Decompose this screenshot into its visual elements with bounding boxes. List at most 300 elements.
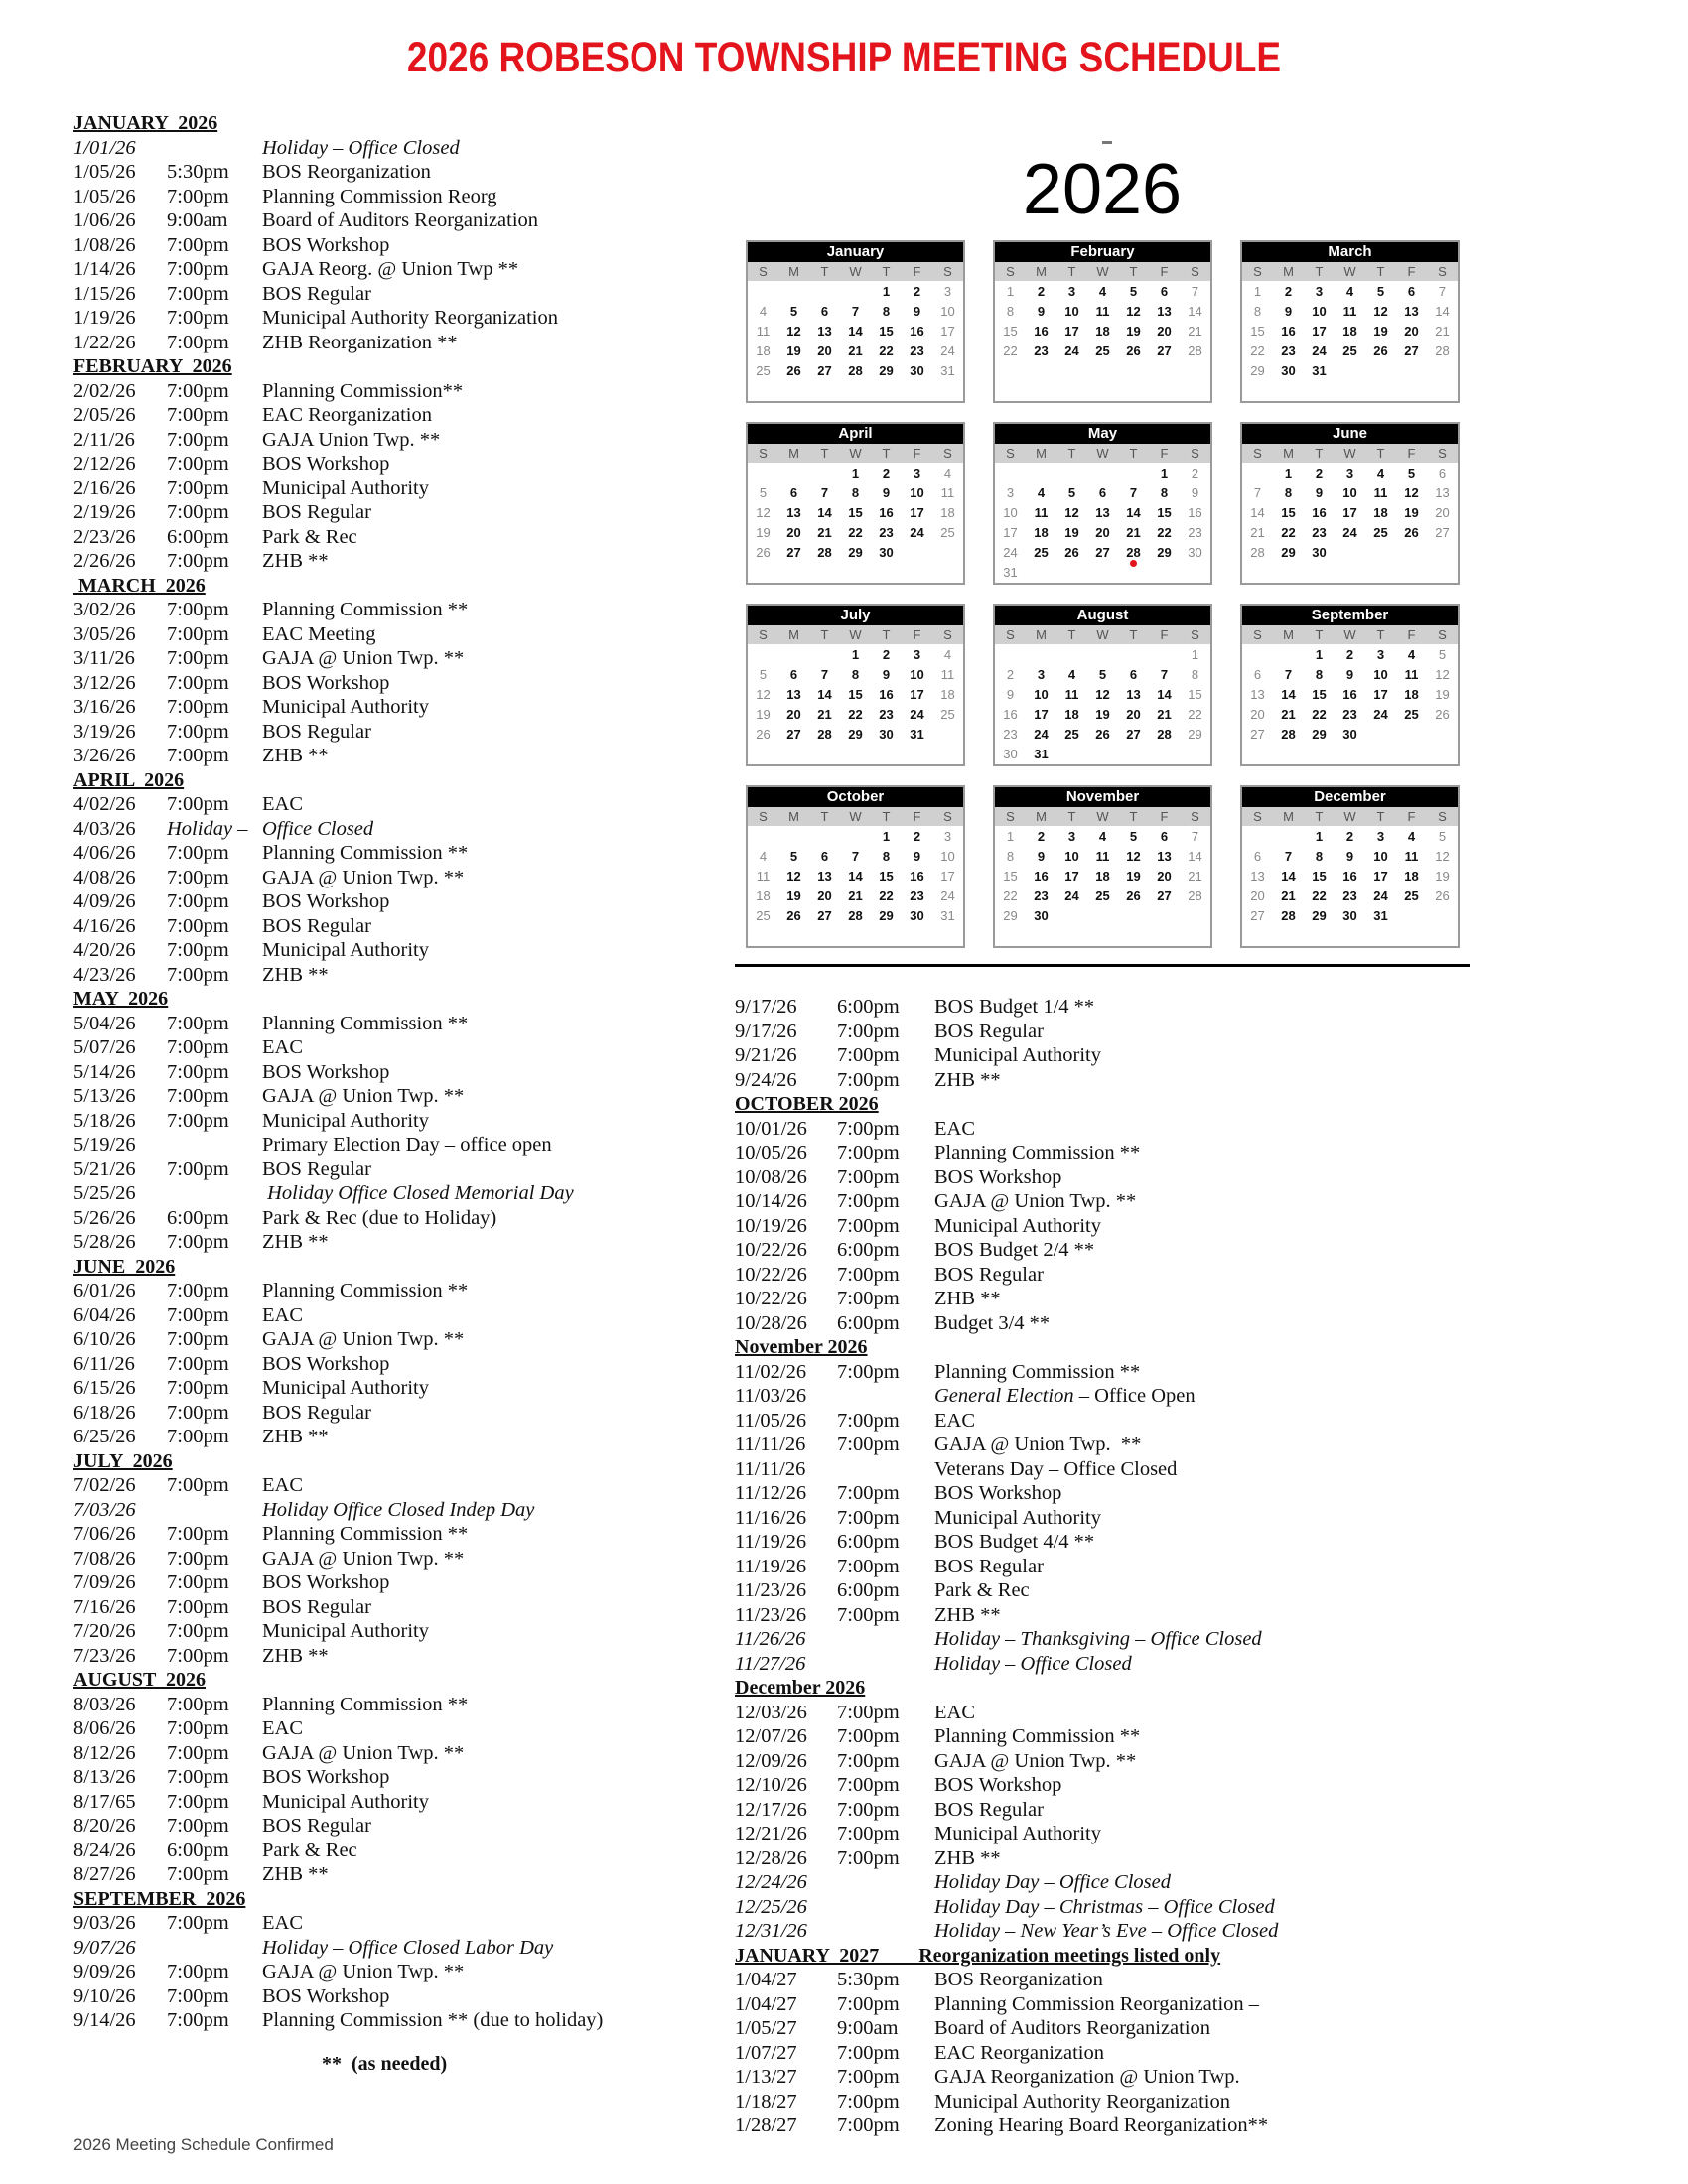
entry-event: EAC	[262, 1912, 303, 1934]
entry-date: 3/16/26	[73, 696, 136, 718]
calendar-day: 31	[1373, 908, 1388, 923]
schedule-entry	[73, 720, 689, 745]
entry-date: 1/07/27	[735, 2041, 797, 2064]
calendar-day: 15	[848, 505, 863, 520]
entry-date: 3/05/26	[73, 622, 136, 645]
calendar-day: 10	[1064, 304, 1079, 319]
entry-event: BOS Regular	[934, 1020, 1044, 1042]
calendar-day: 24	[1342, 525, 1357, 540]
entry-event: Park & Rec	[934, 1579, 1030, 1601]
entry-time: 7:00pm	[167, 1328, 229, 1350]
calendar-day: 25	[1034, 545, 1049, 560]
entry-event: Municipal Authority Reorganization	[262, 307, 558, 329]
entry-date: 5/04/26	[73, 1012, 136, 1034]
entry-date: 1/18/27	[735, 2090, 797, 2113]
entry-time: 7:00pm	[167, 2009, 229, 2031]
entry-time: 7:00pm	[167, 1547, 229, 1570]
entry-event: Holiday Day – Office Closed	[934, 1871, 1171, 1893]
entry-time: 7:00pm	[167, 939, 229, 961]
entry-date: 7/06/26	[73, 1523, 136, 1545]
calendar-day: 3	[1315, 284, 1324, 299]
entry-time: 7:00pm	[837, 1165, 900, 1188]
entry-time: 7:00pm	[167, 1766, 229, 1788]
schedule-entry	[73, 379, 689, 404]
entry-time: 7:00pm	[837, 1774, 900, 1796]
calendar-day: 9	[882, 667, 891, 682]
calendar-day: 10	[1064, 849, 1079, 864]
calendar-day: 30	[1281, 363, 1296, 378]
schedule-entry	[73, 136, 689, 161]
entry-date: 7/23/26	[73, 1644, 136, 1667]
entry-time: 7:00pm	[837, 1482, 900, 1504]
calendar-day: 6	[1253, 667, 1262, 682]
calendar-day: 11	[940, 485, 955, 500]
calendar-month-name: November	[995, 787, 1210, 807]
calendar-day: 6	[820, 849, 829, 864]
schedule-entry	[735, 1384, 1350, 1409]
entry-date: 1/01/26	[73, 136, 136, 159]
entry-time: 7:00pm	[837, 1068, 900, 1091]
schedule-entry	[735, 1238, 1350, 1263]
entry-event-rest: – Office Open	[1073, 1385, 1196, 1407]
entry-event: Municipal Authority	[934, 1506, 1101, 1529]
schedule-entry	[735, 1701, 1350, 1725]
calendar-month-january	[746, 240, 965, 403]
schedule-entry	[735, 1506, 1350, 1531]
section-divider	[735, 964, 1470, 967]
calendar-day: 20	[1250, 707, 1265, 722]
schedule-entry	[73, 1765, 689, 1790]
calendar-day: 18	[1095, 869, 1110, 884]
calendar-day: 28	[1157, 727, 1172, 742]
calendar-day: 13	[1157, 304, 1172, 319]
calendar-day: 30	[1312, 545, 1327, 560]
calendar-day: 23	[1342, 888, 1357, 903]
calendar-day: 26	[1435, 888, 1450, 903]
entry-date: 10/05/26	[735, 1142, 807, 1163]
entry-event: GAJA @ Union Twp. **	[262, 1741, 465, 1764]
calendar-day: 12	[1126, 849, 1141, 864]
empty-cell	[778, 645, 809, 665]
entry-event: BOS Workshop	[262, 890, 390, 912]
calendar-day: 31	[1003, 565, 1018, 580]
calendar-day: 30	[1188, 545, 1202, 560]
entry-event: BOS Regular	[262, 1401, 371, 1424]
entry-time: 7:00pm	[837, 1725, 900, 1747]
calendar-day: 9	[1191, 485, 1199, 500]
calendar-days	[995, 826, 1210, 926]
entry-event: ZHB **	[262, 745, 329, 766]
month-heading: JUNE 2026	[73, 1255, 176, 1278]
entry-time: 7:00pm	[837, 2090, 900, 2113]
calendar-day: 29	[848, 727, 863, 742]
calendar-day: 10	[1003, 505, 1018, 520]
weekday-label: M	[1283, 264, 1294, 279]
schedule-entry	[735, 2041, 1350, 2066]
entry-time: 7:00pm	[167, 307, 229, 329]
schedule-entry	[73, 1960, 689, 1984]
calendar-day: 16	[879, 687, 894, 702]
calendar-days	[748, 644, 963, 745]
calendar-day: 30	[879, 727, 894, 742]
calendar-day: 5	[1438, 647, 1447, 662]
entry-date: 1/04/27	[735, 1969, 797, 1990]
entry-event: Park & Rec (due to Holiday)	[262, 1206, 497, 1229]
calendar-day: 20	[817, 888, 832, 903]
weekday-label: S	[759, 809, 768, 824]
entry-date: 3/02/26	[73, 599, 136, 620]
schedule-entry	[73, 1984, 689, 2009]
calendar-day: 1	[882, 284, 891, 299]
calendar-day: 8	[882, 849, 891, 864]
entry-event: EAC	[262, 1717, 303, 1739]
schedule-entry	[73, 208, 689, 233]
calendar-day: 3	[913, 466, 921, 480]
schedule-entry	[735, 1530, 1350, 1555]
footer-note: 2026 Meeting Schedule Confirmed	[73, 2135, 334, 2154]
calendar-day: 7	[820, 485, 829, 500]
calendar-day: 5	[1129, 829, 1138, 844]
weekday-label: F	[1160, 264, 1169, 279]
entry-time: 7:00pm	[837, 1798, 900, 1821]
empty-cell	[809, 464, 840, 483]
entry-time: 7:00pm	[167, 1863, 229, 1885]
calendar-day: 8	[851, 667, 860, 682]
calendar-day: 5	[1438, 829, 1447, 844]
calendar-day: 29	[1250, 363, 1265, 378]
entry-time: 7:00pm	[837, 1701, 900, 1723]
entry-date: 12/25/26	[735, 1895, 807, 1918]
empty-cell	[748, 464, 778, 483]
calendar-day: 1	[1160, 466, 1169, 480]
month-heading: AUGUST 2026	[73, 1669, 206, 1691]
entry-time: 7:00pm	[167, 1231, 229, 1253]
calendar-day: 5	[1407, 466, 1416, 480]
calendar-day: 1	[1006, 284, 1015, 299]
entry-date: 12/09/26	[735, 1749, 807, 1772]
weekday-label: S	[759, 446, 768, 461]
calendar-day: 7	[1191, 829, 1199, 844]
calendar-day: 12	[756, 687, 771, 702]
schedule-entry	[73, 1230, 689, 1255]
entry-event: BOS Workshop	[262, 1571, 390, 1593]
calendar-day: 17	[1003, 525, 1018, 540]
weekday-label: T	[882, 627, 891, 642]
calendar-day: 15	[879, 324, 894, 339]
calendar-day: 13	[817, 869, 832, 884]
calendar-day: 11	[1342, 304, 1357, 319]
entry-event: Park & Rec	[262, 525, 357, 548]
entry-date: 10/14/26	[735, 1190, 807, 1212]
weekday-label: W	[1096, 264, 1109, 279]
empty-cell	[1056, 645, 1087, 665]
calendar-day: 1	[1006, 829, 1015, 844]
schedule-right-column	[735, 995, 1350, 2138]
calendar-day: 18	[1095, 324, 1110, 339]
calendar-day: 11	[1034, 505, 1049, 520]
entry-date: 7/16/26	[73, 1595, 136, 1618]
schedule-entry	[735, 1578, 1350, 1603]
calendar-day: 15	[1312, 687, 1327, 702]
schedule-entry	[73, 549, 689, 574]
schedule-entry	[73, 233, 689, 258]
weekday-label: F	[1407, 446, 1416, 461]
calendar-day: 17	[1064, 324, 1079, 339]
schedule-entry	[735, 1919, 1350, 1944]
calendar-day: 26	[786, 363, 801, 378]
schedule-entry	[73, 1595, 689, 1620]
calendar-day: 21	[848, 343, 863, 358]
empty-cell	[778, 282, 809, 302]
calendar-day: 25	[756, 908, 771, 923]
entry-event	[934, 1384, 1196, 1409]
entry-date: 11/11/26	[735, 1433, 806, 1455]
calendar-day: 16	[879, 505, 894, 520]
empty-cell	[1026, 645, 1056, 665]
weekday-label: W	[1096, 809, 1109, 824]
calendar-day: 7	[1160, 667, 1169, 682]
empty-cell	[1149, 645, 1180, 665]
calendar-day: 13	[786, 687, 801, 702]
entry-time: 6:00pm	[167, 1206, 229, 1229]
weekday-label: M	[788, 809, 799, 824]
calendar-days	[1242, 281, 1458, 381]
schedule-entry	[73, 1279, 689, 1303]
calendar-day: 14	[1188, 304, 1202, 319]
schedule-entry	[735, 1968, 1350, 1992]
calendar-day: 17	[1064, 869, 1079, 884]
weekday-label: W	[1343, 446, 1356, 461]
entry-date: 2/26/26	[73, 550, 136, 572]
entry-event: BOS Regular	[262, 1158, 371, 1180]
calendar-day: 31	[940, 908, 955, 923]
weekday-label: S	[1253, 264, 1262, 279]
calendar-day: 7	[851, 304, 860, 319]
calendar-month-april	[746, 422, 965, 585]
entry-event: EAC	[934, 1117, 975, 1140]
entry-date: 11/05/26	[735, 1409, 807, 1432]
weekday-label: W	[849, 809, 862, 824]
weekday-label: M	[1036, 627, 1047, 642]
calendar-day: 21	[817, 707, 832, 722]
entry-date: 7/08/26	[73, 1547, 136, 1570]
weekday-label: F	[1160, 446, 1169, 461]
calendar-day: 1	[1284, 466, 1293, 480]
entry-date: 12/07/26	[735, 1725, 807, 1747]
calendar-day: 19	[1126, 324, 1141, 339]
calendar-day: 2	[882, 466, 891, 480]
entry-time: 7:00pm	[167, 379, 229, 402]
entry-event: BOS Reorganization	[262, 161, 431, 183]
weekday-label: S	[1006, 627, 1015, 642]
calendar-day: 9	[1006, 687, 1015, 702]
entry-date: 10/22/26	[735, 1239, 807, 1261]
entry-time: 7:00pm	[167, 842, 229, 864]
calendar-day: 3	[943, 829, 952, 844]
calendar-day: 31	[940, 363, 955, 378]
calendar-day: 24	[1003, 545, 1018, 560]
weekday-label: S	[1438, 809, 1447, 824]
calendar-day: 28	[1281, 727, 1296, 742]
entry-time: 7:00pm	[167, 1620, 229, 1642]
calendar-day: 29	[1003, 908, 1018, 923]
entry-date: 1/08/26	[73, 233, 136, 256]
entry-event: Municipal Authority	[262, 1109, 429, 1132]
calendar-day: 29	[1312, 908, 1327, 923]
calendar-day: 14	[817, 505, 832, 520]
entry-event: Municipal Authority	[934, 1823, 1101, 1844]
entry-time: 6:00pm	[837, 1311, 900, 1334]
entry-time	[837, 1384, 934, 1409]
entry-event: Holiday Office Closed Indep Day	[262, 1498, 535, 1521]
schedule-entry	[73, 1741, 689, 1766]
entry-event: ZHB **	[262, 1863, 329, 1885]
calendar-day: 1	[851, 647, 860, 662]
empty-cell	[840, 827, 871, 847]
calendar-day: 22	[1281, 525, 1296, 540]
entry-event: BOS Workshop	[262, 453, 390, 475]
month-heading: APRIL 2026	[73, 768, 185, 791]
entry-time: 7:00pm	[167, 720, 229, 743]
schedule-entry	[735, 1409, 1350, 1433]
weekday-label: F	[913, 446, 921, 461]
weekday-label: M	[1036, 264, 1047, 279]
entry-date: 1/05/26	[73, 185, 136, 207]
entry-date: 6/11/26	[73, 1352, 135, 1375]
schedule-entry	[73, 1133, 689, 1158]
calendar-day: 15	[1281, 505, 1296, 520]
empty-cell	[809, 282, 840, 302]
schedule-entry	[735, 1652, 1350, 1677]
calendar-day: 27	[1157, 888, 1172, 903]
entry-date: 1/14/26	[73, 258, 136, 280]
entry-time: 7:00pm	[167, 1474, 229, 1496]
schedule-entry	[735, 995, 1350, 1020]
calendar-day: 15	[1003, 324, 1018, 339]
entry-event: GAJA @ Union Twp. **	[262, 866, 465, 888]
calendar-day: 6	[1407, 284, 1416, 299]
schedule-entry	[73, 1206, 689, 1231]
entry-event: Board of Auditors Reorganization	[934, 2017, 1211, 2039]
entry-event: ZHB **	[262, 1644, 329, 1667]
weekday-header	[1242, 444, 1458, 463]
calendar-days	[995, 644, 1210, 764]
entry-date: 1/05/26	[73, 161, 136, 183]
calendar-day: 3	[1037, 667, 1046, 682]
entry-event: BOS Regular	[262, 282, 371, 305]
calendar-day: 8	[1006, 849, 1015, 864]
entry-time: 7:00pm	[167, 1790, 229, 1813]
entry-time: 7:00pm	[167, 477, 229, 499]
entry-time	[837, 1627, 934, 1652]
calendar-day: 16	[1034, 869, 1049, 884]
empty-cell	[1118, 464, 1149, 483]
entry-date: 10/01/26	[735, 1117, 807, 1140]
entry-date: 2/11/26	[73, 428, 135, 451]
calendar-day: 18	[1404, 687, 1419, 702]
schedule-entry	[73, 452, 689, 477]
schedule-entry	[735, 1214, 1350, 1239]
entry-date: 12/03/26	[735, 1701, 807, 1723]
schedule-entry	[73, 331, 689, 355]
entry-time: 7:00pm	[167, 1693, 229, 1715]
weekday-label: S	[943, 627, 952, 642]
entry-event: Planning Commission**	[262, 379, 464, 402]
calendar-day: 27	[1126, 727, 1141, 742]
entry-time: 7:00pm	[837, 1992, 900, 2015]
weekday-header	[995, 262, 1210, 281]
schedule-entry	[735, 1773, 1350, 1798]
empty-cell	[1242, 827, 1273, 847]
calendar-day: 15	[1312, 869, 1327, 884]
weekday-label: T	[1376, 264, 1385, 279]
entry-time: 7:00pm	[167, 1036, 229, 1058]
entry-date: 3/19/26	[73, 720, 136, 743]
schedule-entry	[73, 160, 689, 185]
entry-event: BOS Workshop	[262, 1984, 390, 2007]
calendar-day: 10	[910, 667, 924, 682]
weekday-label: W	[1096, 446, 1109, 461]
schedule-entry	[735, 1481, 1350, 1506]
calendar-day: 27	[1157, 343, 1172, 358]
calendar-day: 12	[786, 324, 801, 339]
entry-event: BOS Workshop	[262, 1060, 390, 1083]
weekday-label: S	[1253, 809, 1262, 824]
entry-event: Zoning Hearing Board Reorganization**	[934, 2115, 1269, 2136]
entry-event: GAJA @ Union Twp. **	[934, 1749, 1137, 1772]
entry-event: EAC Reorganization	[934, 2041, 1104, 2064]
calendar-day: 23	[1312, 525, 1327, 540]
calendar-day: 21	[1157, 707, 1172, 722]
calendar-day: 28	[1281, 908, 1296, 923]
entry-time: 7:00pm	[837, 2115, 900, 2136]
entry-time: 7:00pm	[837, 1117, 900, 1140]
calendar-day: 26	[1126, 888, 1141, 903]
entry-date: 12/21/26	[735, 1823, 807, 1844]
entry-date: 11/19/26	[735, 1555, 807, 1577]
calendar-day: 9	[913, 849, 921, 864]
calendar-day: 30	[910, 363, 924, 378]
calendar-day: 14	[1126, 505, 1141, 520]
entry-date: 1/05/27	[735, 2017, 797, 2039]
entry-date: 8/12/26	[73, 1741, 136, 1764]
schedule-entry	[73, 1911, 689, 1936]
calendar-month-name: January	[748, 242, 963, 262]
entry-time: 7:00pm	[837, 1555, 900, 1577]
calendar-day: 8	[851, 485, 860, 500]
entry-time: 7:00pm	[837, 1749, 900, 1772]
entry-date: 1/28/27	[735, 2115, 797, 2136]
entry-date: 11/11/26	[735, 1457, 806, 1480]
entry-time: 7:00pm	[167, 1984, 229, 2007]
calendar-day: 6	[1160, 284, 1169, 299]
entry-event: Holiday Day – Christmas – Office Closed	[934, 1895, 1275, 1918]
calendar-day: 28	[817, 545, 832, 560]
calendar-day: 24	[910, 707, 924, 722]
month-heading: FEBRUARY 2026	[73, 355, 232, 377]
calendar-day: 2	[1284, 284, 1293, 299]
entry-date: 5/19/26	[73, 1134, 136, 1156]
calendar-day: 12	[1373, 304, 1388, 319]
entry-time: 7:00pm	[167, 550, 229, 572]
entry-event: Board of Auditors Reorganization	[262, 209, 539, 231]
calendar-day: 5	[1129, 284, 1138, 299]
calendar-day: 14	[1281, 687, 1296, 702]
calendar-month-name: December	[1242, 787, 1458, 807]
schedule-entry	[73, 1862, 689, 1887]
entry-event: EAC	[934, 1701, 975, 1723]
calendar-day: 20	[1157, 324, 1172, 339]
